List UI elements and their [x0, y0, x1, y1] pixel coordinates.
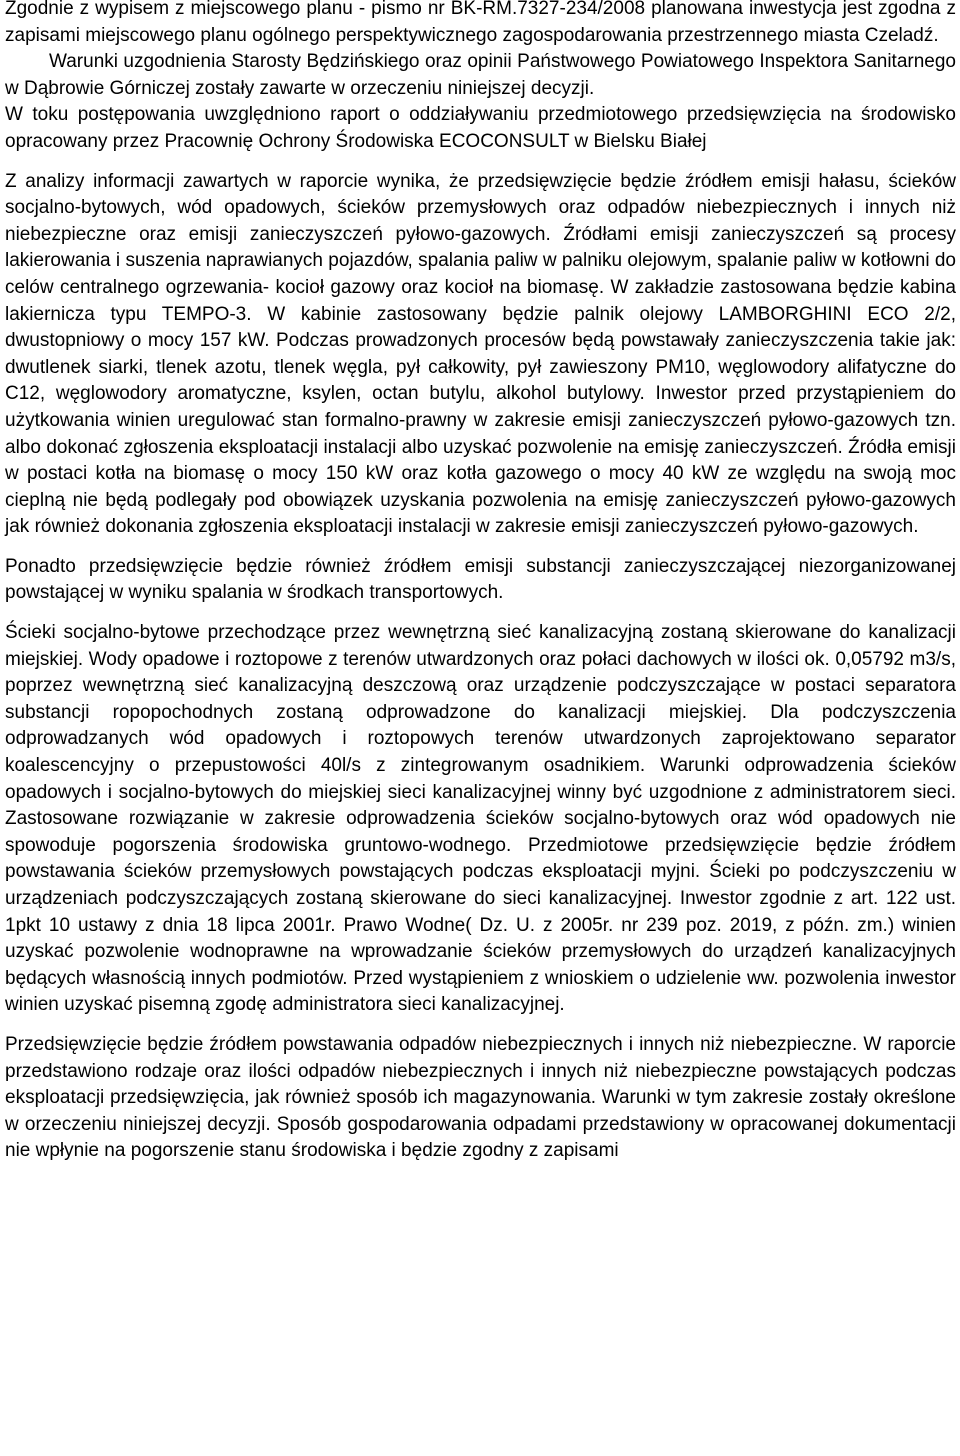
paragraph-waste: Przedsięwzięcie będzie źródłem powstawania odpadów niebezpiecznych i innych niż niebezpieczne. W raporcie przedstawiono rodzaje oraz ilości odpadów niebezpiecznych i innych niż niebezpieczne powstających podczas eksploatacji przedsięwzięcia, jak również sposób ich magazynowania. Warunki w tym zakresie zostały określone w orzeczeniu niniejszej decyzji. Sposób gospodarowania odpadami przedstawiony w opracowanej dokumentacji nie wpłynie na pogorszenie stanu środowiska i będzie zgodny z zapisami: [5, 1033, 956, 1162]
paragraph-approval-conditions: Warunki uzgodnienia Starosty Będzińskiego oraz opinii Państwowego Powiatowego Inspektora Sanitarnego w Dąbrowie Górniczej zostały zawarte w orzeczeniu niniejszej decyzji.: [5, 51, 956, 99]
paragraph-transport-emissions: Ponadto przedsięwzięcie będzie również źródłem emisji substancji zanieczyszczającej niezorganizowanej powstającej w wyniku spalania w środkach transportowych.: [5, 555, 956, 604]
paragraph-emissions-analysis: Z analizy informacji zawartych w raporcie wynika, że przedsięwzięcie będzie źródłem emisji hałasu, ścieków socjalno-bytowych, wód opadowych, ścieków przemysłowych oraz odpadów niebezpiecznych i innych niż niebezpieczne oraz emisji zanieczyszczeń pyłowo-gazowych. Źródłami emisji zanieczyszczeń są procesy lakierowania i suszenia naprawianych pojazdów, spalania paliw w palniku olejowym, spalanie paliw w kotłowni do celów centralnego ogrzewania- kocioł gazowy oraz kocioł na biomasę. W zakładzie zastosowana będzie kabina lakiernicza typu TEMPO-3. W kabinie zastosowany będzie palnik olejowy LAMBORGHINI ECO 2/2, dwustopniowy o mocy 157 kW. Podczas prowadzonych procesów będą powstawały zanieczyszczenia takie jak: dwutlenek siarki, tlenek azotu, tlenek węgla, pył całkowity, pył zawieszony PM10, węglowodory alifatyczne do C12, węglowodory aromatyczne, ksylen, octan butylu, alkohol butylowy. Inwestor przed przystąpieniem do użytkowania winien uregulować stan formalno-prawny w zakresie emisji zanieczyszczeń pyłowo-gazowych tzn. albo dokonać zgłoszenia eksploatacji instalacji albo uzyskać pozwolenie na emisję zanieczyszczeń. Źródła emisji w postaci kotła na biomasę o mocy 150 kW oraz kotła gazowego o mocy 40 kW ze względu na swoją moc cieplną nie będą podlegały pod obowiązek uzyskania pozwolenia na emisję zanieczyszczeń pyłowo-gazowych jak również dokonania zgłoszenia eksploatacji instalacji w zakresie emisji zanieczyszczeń pyłowo-gazowych.: [5, 170, 956, 538]
paragraph-zoning-plan: Zgodnie z wypisem z miejscowego planu - pismo nr BK-RM.7327-234/2008 planowana inwestycja jest zgodna z zapisami miejscowego planu ogólnego perspektywicznego zagospodarowania przestrzennego miasta Czeladź.: [5, 0, 956, 46]
document-page: [5, 0, 956, 1165]
paragraph-environmental-report: W toku postępowania uwzględniono raport o oddziaływaniu przedmiotowego przedsięwzięcia na środowisko opracowany przez Pracownię Ochrony Środowiska ECOCONSULT w Bielsku Białej: [5, 104, 956, 152]
paragraph-wastewater: Ścieki socjalno-bytowe przechodzące przez wewnętrzną sieć kanalizacyjną zostaną skierowane do kanalizacji miejskiej. Wody opadowe i roztopowe z terenów utwardzonych oraz połaci dachowych w ilości ok. 0,05792 m3/s, poprzez wewnętrzną sieć kanalizacyjną deszczową oraz urządzenie podczyszczające w postaci separatora substancji ropopochodnych zostaną odprowadzone do kanalizacji miejskiej. Dla podczyszczenia odprowadzanych wód opadowych i roztopowych terenów utwardzonych zaprojektowano separator koalescencyjny o przepustowości 40l/s z zintegrowanym osadnikiem. Warunki odprowadzenia ścieków opadowych i socjalno-bytowych do miejskiej sieci kanalizacyjnej winny być uzgodnione z administratorem sieci. Zastosowane rozwiązanie w zakresie odprowadzenia ścieków socjalno-bytowych oraz wód opadowych nie spowoduje pogorszenia środowiska gruntowo-wodnego. Przedmiotowe przedsięwzięcie będzie źródłem powstawania ścieków przemysłowych powstających podczas eksploatacji myjni. Ścieki po podczyszczeniu w urządzeniach podczyszczających zostaną skierowane do sieci kanalizacyjnej. Inwestor zgodnie z art. 122 ust. 1pkt 10 ustawy z dnia 18 lipca 2001r. Prawo Wodne( Dz. U. z 2005r. nr 239 poz. 2019, z późn. zm.) winien uzyskać pozwolenie wodnoprawne na wprowadzanie ścieków przemysłowych do urządzeń kanalizacyjnych będących własnością innych podmiotów. Przed wystąpieniem z wnioskiem o udzielenie ww. pozwolenia inwestor winien uzyskać pisemną zgodę administratora sieci kanalizacyjnej.: [5, 622, 956, 1016]
